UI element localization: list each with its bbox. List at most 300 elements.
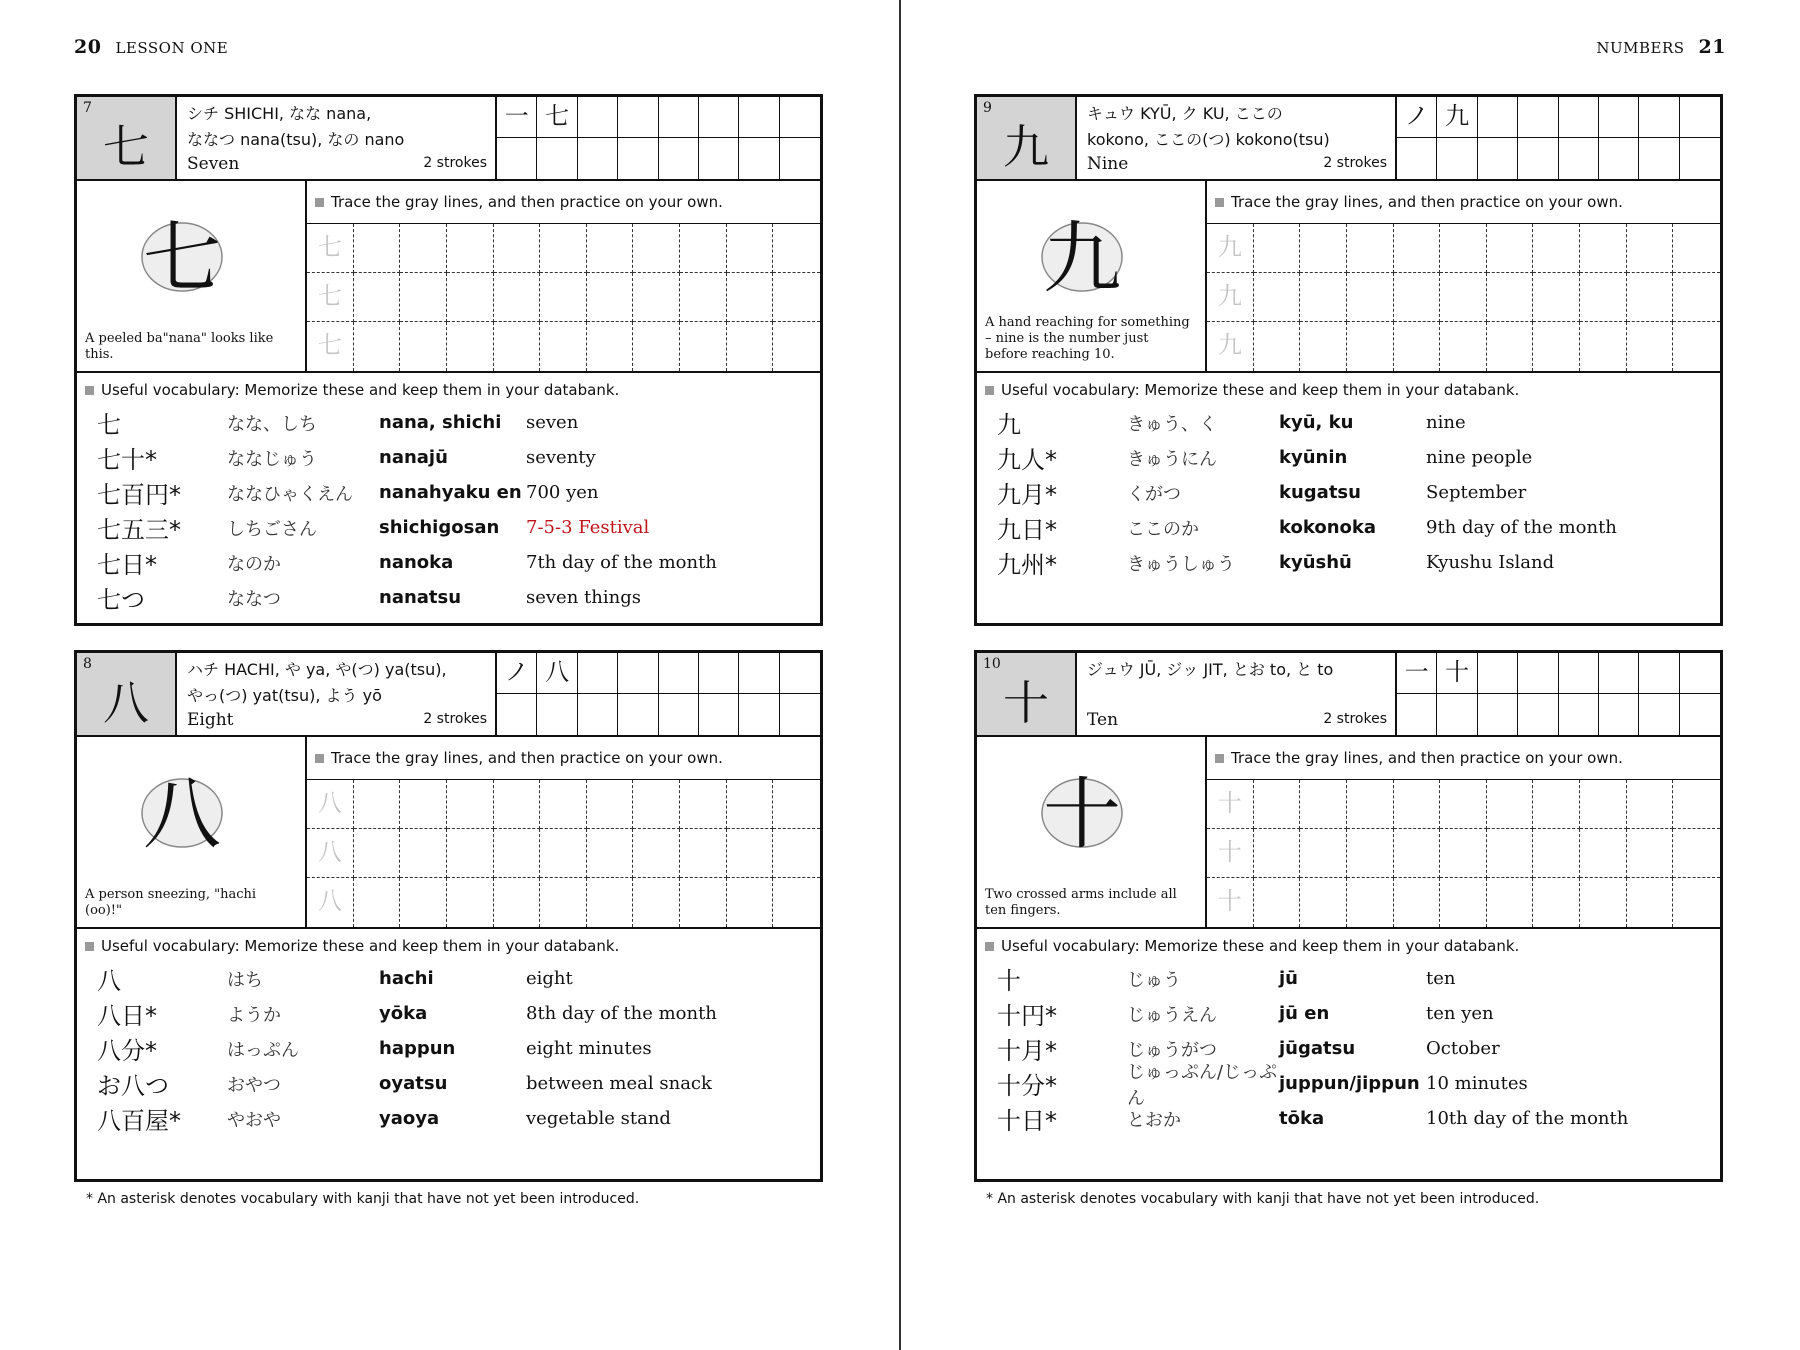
illustration-svg (1017, 755, 1147, 855)
stroke-order-cell[interactable]: 一 (1397, 653, 1437, 694)
trace-cell[interactable] (587, 878, 634, 927)
stroke-order-cell[interactable] (578, 694, 618, 735)
stroke-order-cell[interactable] (1639, 653, 1679, 694)
trace-cell[interactable]: 九 (1207, 322, 1254, 371)
trace-cell[interactable] (1440, 780, 1487, 829)
stroke-order-cell[interactable] (497, 138, 537, 179)
stroke-order-cell[interactable] (1639, 694, 1679, 735)
trace-cell[interactable] (633, 322, 680, 371)
stroke-order-cell[interactable] (618, 97, 658, 138)
kanji-box (77, 653, 177, 735)
vocab-romaji: yōka (379, 1003, 428, 1024)
trace-cell[interactable] (400, 878, 447, 927)
trace-cell[interactable] (680, 273, 727, 322)
trace-cell[interactable] (633, 780, 680, 829)
footnote-right: * An asterisk denotes vocabulary with kanji that have not yet been introduced. (986, 1191, 1540, 1207)
trace-cell[interactable] (1580, 224, 1627, 273)
trace-cell[interactable] (1533, 273, 1580, 322)
vocab-romaji: nanahyaku en (379, 482, 522, 503)
vocab-row (85, 961, 812, 996)
card-practice-area (77, 737, 820, 929)
vocab-kanji: 九月* (997, 481, 1057, 509)
trace-cell[interactable] (1487, 780, 1534, 829)
vocabulary-section (977, 929, 1720, 1142)
vocab-row (985, 1101, 1712, 1136)
readings (1077, 97, 1397, 179)
stroke-order-cell[interactable] (1680, 653, 1720, 694)
stroke-order-cell[interactable] (578, 97, 618, 138)
trace-cell[interactable] (587, 322, 634, 371)
trace-cell[interactable] (727, 224, 774, 273)
trace-cell[interactable] (1533, 829, 1580, 878)
trace-cell[interactable] (680, 829, 727, 878)
vocab-kanji: 十 (997, 967, 1021, 995)
stroke-order-cell[interactable] (780, 138, 820, 179)
stroke-order-cell[interactable] (739, 653, 779, 694)
vocab-row (985, 510, 1712, 545)
trace-cell[interactable]: 七 (307, 273, 354, 322)
stroke-order-cell[interactable] (780, 97, 820, 138)
vocab-kanji: 八分* (97, 1037, 157, 1065)
vocab-romaji: jūgatsu (1279, 1038, 1356, 1059)
stroke-order-cell[interactable]: ノ (1397, 97, 1437, 138)
stroke-order-cell[interactable] (1599, 694, 1639, 735)
mnemonic-caption: A hand reaching for something – nine is the number just before reaching 10. (985, 315, 1190, 362)
card-practice-area (77, 181, 820, 373)
trace-cell[interactable] (447, 780, 494, 829)
vocab-row (985, 545, 1712, 580)
trace-cell[interactable] (447, 273, 494, 322)
trace-cell[interactable] (1440, 878, 1487, 927)
stroke-order-cell[interactable] (1559, 694, 1599, 735)
trace-cell[interactable] (1254, 273, 1301, 322)
trace-cell[interactable] (1347, 780, 1394, 829)
vocab-english: between meal snack (526, 1073, 712, 1094)
stroke-order-cell[interactable]: ノ (497, 653, 537, 694)
trace-instruction (1207, 737, 1720, 780)
stroke-count: 2 strokes (423, 711, 487, 727)
svg-text:九: 九 (1042, 214, 1122, 299)
vocab-kana: なのか (227, 553, 281, 575)
stroke-order-cell[interactable] (659, 653, 699, 694)
trace-cell[interactable] (447, 878, 494, 927)
trace-cell[interactable]: 九 (1207, 224, 1254, 273)
trace-cell[interactable] (400, 780, 447, 829)
stroke-order-cell[interactable] (578, 138, 618, 179)
trace-cell[interactable] (1394, 878, 1441, 927)
trace-cell[interactable] (1673, 780, 1720, 829)
trace-cell[interactable] (1533, 878, 1580, 927)
trace-cell[interactable] (540, 322, 587, 371)
trace-cell[interactable] (680, 224, 727, 273)
stroke-order-cell[interactable] (1680, 138, 1720, 179)
kanji-meaning: Nine (1087, 154, 1129, 174)
vocab-kanji: 十日* (997, 1107, 1057, 1135)
trace-cell[interactable] (1673, 273, 1720, 322)
stroke-order-cell[interactable] (739, 97, 779, 138)
trace-practice (307, 181, 820, 371)
trace-instruction (307, 181, 820, 224)
vocab-row (85, 1031, 812, 1066)
stroke-order-cell[interactable] (1680, 694, 1720, 735)
trace-cell[interactable]: 八 (307, 829, 354, 878)
trace-cell[interactable] (1254, 780, 1301, 829)
trace-cell[interactable] (1440, 829, 1487, 878)
svg-text:八: 八 (142, 770, 222, 855)
trace-cell[interactable]: 七 (307, 224, 354, 273)
trace-cell[interactable] (1580, 322, 1627, 371)
stroke-order-cell[interactable] (1478, 138, 1518, 179)
trace-cell[interactable] (1254, 322, 1301, 371)
mnemonic-caption: Two crossed arms include all ten fingers. (985, 887, 1177, 918)
stroke-order-cell[interactable] (659, 138, 699, 179)
stroke-order-cell[interactable] (699, 97, 739, 138)
trace-cell[interactable] (1254, 224, 1301, 273)
trace-cell[interactable] (494, 829, 541, 878)
trace-cell[interactable] (633, 273, 680, 322)
vocab-kanji: 七日* (97, 551, 157, 579)
stroke-order-cell[interactable] (1639, 138, 1679, 179)
svg-text:十: 十 (1042, 770, 1122, 855)
vocab-romaji: nanoka (379, 552, 454, 573)
vocab-romaji: nana, shichi (379, 412, 502, 433)
stroke-order-cell[interactable] (1559, 97, 1599, 138)
stroke-order-cell[interactable] (1680, 97, 1720, 138)
trace-cell[interactable] (727, 322, 774, 371)
vocab-instruction (985, 381, 1712, 399)
trace-cell[interactable] (727, 829, 774, 878)
trace-cell[interactable] (400, 829, 447, 878)
trace-cell[interactable] (1440, 224, 1487, 273)
stroke-order-cell[interactable]: 八 (537, 653, 577, 694)
kanji-meaning: Eight (187, 710, 234, 730)
trace-grid (1207, 780, 1720, 927)
trace-cell[interactable] (447, 224, 494, 273)
vocab-english: seventy (526, 447, 596, 468)
trace-cell[interactable] (354, 780, 401, 829)
trace-cell[interactable] (1300, 829, 1347, 878)
stroke-order-cell[interactable] (699, 138, 739, 179)
vocab-english: eight minutes (526, 1038, 652, 1059)
vocab-kana: ようか (227, 1004, 281, 1026)
vocab-english: Kyushu Island (1426, 552, 1555, 573)
vocab-instruction-text: Useful vocabulary: Memorize these and keep them in your databank. (101, 937, 620, 955)
trace-cell[interactable] (587, 829, 634, 878)
trace-cell[interactable] (1300, 273, 1347, 322)
vocab-row (85, 440, 812, 475)
trace-cell[interactable] (727, 878, 774, 927)
vocab-english: 7th day of the month (526, 552, 717, 573)
kanji-box (977, 97, 1077, 179)
trace-cell[interactable] (727, 780, 774, 829)
vocab-romaji: happun (379, 1038, 456, 1059)
vocab-english: 700 yen (526, 482, 599, 503)
trace-cell[interactable] (354, 273, 401, 322)
vocab-romaji: kokonoka (1279, 517, 1377, 538)
trace-practice (1207, 181, 1720, 371)
vocab-kanji: 八日* (97, 1002, 157, 1030)
vocab-kanji: 七百円* (97, 481, 181, 509)
trace-cell[interactable] (354, 829, 401, 878)
stroke-order-cell[interactable] (1437, 138, 1477, 179)
trace-cell[interactable] (354, 878, 401, 927)
vocab-row (85, 1101, 812, 1136)
vocab-romaji: kyū, ku (1279, 412, 1354, 433)
trace-cell[interactable] (587, 780, 634, 829)
stroke-order-cell[interactable]: 九 (1437, 97, 1477, 138)
stroke-order-cell[interactable] (780, 694, 820, 735)
trace-cell[interactable] (1673, 878, 1720, 927)
stroke-order-cell[interactable] (1518, 694, 1558, 735)
trace-cell[interactable] (354, 224, 401, 273)
card-header (977, 97, 1720, 181)
trace-cell[interactable] (354, 322, 401, 371)
trace-cell[interactable] (494, 780, 541, 829)
stroke-order-cell[interactable] (497, 694, 537, 735)
trace-cell[interactable] (1254, 878, 1301, 927)
trace-cell[interactable]: 七 (307, 322, 354, 371)
mnemonic-caption: A peeled ba"nana" looks like this. (85, 331, 274, 362)
trace-cell[interactable] (1347, 273, 1394, 322)
stroke-order-cell[interactable] (1599, 97, 1639, 138)
vocabulary-section (77, 929, 820, 1142)
left-page-number: 20 (74, 36, 102, 58)
vocab-kanji: 九 (997, 411, 1021, 439)
trace-cell[interactable] (1394, 224, 1441, 273)
mnemonic-caption: A person sneezing, "hachi (oo)!" (85, 887, 257, 918)
vocab-kanji: 九日* (997, 516, 1057, 544)
trace-cell[interactable] (540, 878, 587, 927)
vocab-english: ten yen (1426, 1003, 1494, 1024)
stroke-order-cell[interactable] (618, 138, 658, 179)
trace-cell[interactable] (447, 829, 494, 878)
vocab-kanji: 九州* (997, 551, 1057, 579)
trace-cell[interactable]: 八 (307, 780, 354, 829)
trace-cell[interactable] (1627, 829, 1674, 878)
mnemonic-glyph (117, 199, 247, 299)
vocab-kanji: 七つ (97, 586, 145, 614)
stroke-order-cell[interactable] (1639, 97, 1679, 138)
vocab-instruction (85, 381, 812, 399)
left-running-head (74, 36, 228, 58)
trace-cell[interactable] (773, 780, 820, 829)
trace-cell[interactable] (1673, 322, 1720, 371)
vocab-kana: くがつ (1127, 483, 1181, 505)
trace-cell[interactable]: 八 (307, 878, 354, 927)
vocab-row (85, 405, 812, 440)
trace-cell[interactable] (540, 780, 587, 829)
trace-cell[interactable] (494, 322, 541, 371)
trace-cell[interactable] (1580, 829, 1627, 878)
trace-cell[interactable] (1627, 273, 1674, 322)
trace-cell[interactable] (773, 829, 820, 878)
stroke-order-cell[interactable] (537, 694, 577, 735)
trace-cell[interactable] (1394, 322, 1441, 371)
trace-cell[interactable] (494, 273, 541, 322)
trace-cell[interactable] (540, 829, 587, 878)
trace-cell[interactable] (1394, 780, 1441, 829)
trace-cell[interactable] (447, 322, 494, 371)
trace-cell[interactable] (1487, 273, 1534, 322)
trace-cell[interactable] (1487, 322, 1534, 371)
vocab-kana: きゅうしゅう (1127, 553, 1235, 575)
stroke-order-cell[interactable] (1478, 653, 1518, 694)
trace-cell[interactable] (680, 878, 727, 927)
vocab-row (85, 996, 812, 1031)
trace-cell[interactable] (680, 780, 727, 829)
trace-cell[interactable] (1673, 829, 1720, 878)
trace-cell[interactable] (1533, 780, 1580, 829)
trace-cell[interactable] (773, 273, 820, 322)
trace-cell[interactable] (1487, 829, 1534, 878)
vocab-kana: きゅう、く (1127, 413, 1217, 435)
stroke-order-cell[interactable]: 一 (497, 97, 537, 138)
stroke-order-cell[interactable] (1599, 653, 1639, 694)
stroke-order-cell[interactable] (1397, 694, 1437, 735)
left-page-title: LESSON ONE (115, 39, 229, 57)
vocab-row (85, 545, 812, 580)
trace-cell[interactable] (773, 878, 820, 927)
reading-line-2: kokono, ここの(つ) kokono(tsu) (1087, 130, 1330, 149)
trace-cell[interactable] (1300, 224, 1347, 273)
trace-cell[interactable] (633, 878, 680, 927)
trace-cell[interactable] (587, 273, 634, 322)
trace-cell[interactable]: 九 (1207, 273, 1254, 322)
kanji-card-9 (974, 94, 1723, 626)
stroke-order-cell[interactable] (739, 138, 779, 179)
vocab-romaji: nanajū (379, 447, 448, 468)
stroke-order-cell[interactable] (780, 653, 820, 694)
trace-cell[interactable] (1300, 780, 1347, 829)
trace-cell[interactable] (1440, 322, 1487, 371)
kanji-card-7 (74, 94, 823, 626)
page-divider (899, 0, 901, 1350)
trace-cell[interactable] (1300, 322, 1347, 371)
stroke-order-cell[interactable] (1478, 97, 1518, 138)
kanji-meaning: Seven (187, 154, 240, 174)
trace-cell[interactable] (587, 224, 634, 273)
trace-cell[interactable]: 十 (1207, 829, 1254, 878)
stroke-order-cell[interactable] (1518, 97, 1558, 138)
stroke-order-cell[interactable] (1599, 138, 1639, 179)
trace-cell[interactable] (1627, 780, 1674, 829)
trace-cell[interactable] (540, 273, 587, 322)
trace-cell[interactable] (400, 322, 447, 371)
vocabulary-section (977, 373, 1720, 586)
trace-cell[interactable] (1580, 780, 1627, 829)
vocab-row (85, 510, 812, 545)
stroke-order-cell[interactable] (1559, 653, 1599, 694)
trace-cell[interactable] (1254, 829, 1301, 878)
trace-cell[interactable] (1627, 322, 1674, 371)
bullet-square-icon (1215, 198, 1224, 207)
card-practice-area (977, 181, 1720, 373)
trace-cell[interactable] (1394, 829, 1441, 878)
stroke-order-cell[interactable] (1559, 138, 1599, 179)
trace-cell[interactable] (1533, 322, 1580, 371)
stroke-order-cell[interactable] (618, 653, 658, 694)
stroke-order-cell[interactable] (1518, 138, 1558, 179)
trace-cell[interactable] (773, 224, 820, 273)
vocab-kanji: お八つ (97, 1072, 169, 1100)
stroke-order-cell[interactable] (537, 138, 577, 179)
mnemonic-illustration (77, 737, 307, 927)
stroke-order-cell[interactable] (1437, 694, 1477, 735)
stroke-order-cell[interactable] (739, 694, 779, 735)
trace-cell[interactable] (773, 322, 820, 371)
trace-cell[interactable] (540, 224, 587, 273)
vocab-row (85, 580, 812, 615)
readings (177, 653, 497, 735)
vocab-kana: はち (227, 969, 263, 991)
trace-cell[interactable] (1673, 224, 1720, 273)
trace-cell[interactable] (1347, 878, 1394, 927)
trace-cell[interactable] (727, 273, 774, 322)
illustration-svg (1017, 199, 1147, 299)
trace-cell[interactable] (400, 224, 447, 273)
trace-cell[interactable] (1627, 224, 1674, 273)
trace-cell[interactable] (400, 273, 447, 322)
bullet-square-icon (985, 942, 994, 951)
trace-cell[interactable] (1300, 878, 1347, 927)
vocab-kanji: 八百屋* (97, 1107, 181, 1135)
trace-cell[interactable] (1394, 273, 1441, 322)
trace-cell[interactable] (633, 224, 680, 273)
trace-cell[interactable] (1347, 829, 1394, 878)
stroke-order-cell[interactable] (618, 694, 658, 735)
trace-cell[interactable] (680, 322, 727, 371)
stroke-order-cell[interactable]: 十 (1437, 653, 1477, 694)
stroke-order-cell[interactable] (659, 97, 699, 138)
trace-cell[interactable] (1580, 273, 1627, 322)
stroke-order-cell[interactable] (699, 694, 739, 735)
vocab-romaji: jū (1279, 968, 1298, 989)
trace-cell[interactable] (1487, 878, 1534, 927)
trace-cell[interactable] (1440, 273, 1487, 322)
kanji-character: 八 (103, 676, 149, 730)
trace-cell[interactable] (1347, 224, 1394, 273)
trace-cell[interactable] (494, 224, 541, 273)
vocab-english: eight (526, 968, 573, 989)
stroke-order-grid (497, 97, 820, 179)
reading-line-2: ななつ nana(tsu), なの nano (187, 130, 405, 149)
stroke-order-cell[interactable] (578, 653, 618, 694)
trace-cell[interactable] (494, 878, 541, 927)
stroke-order-cell[interactable] (1397, 138, 1437, 179)
vocab-instruction-text: Useful vocabulary: Memorize these and keep them in your databank. (1001, 381, 1520, 399)
kanji-number: 8 (83, 656, 92, 672)
stroke-order-cell[interactable] (659, 694, 699, 735)
trace-cell[interactable] (633, 829, 680, 878)
kanji-character: 十 (1003, 676, 1049, 730)
vocab-kanji: 八 (97, 967, 121, 995)
trace-cell[interactable] (1580, 878, 1627, 927)
trace-cell[interactable] (1533, 224, 1580, 273)
vocab-romaji: tōka (1279, 1108, 1325, 1129)
trace-cell[interactable]: 十 (1207, 878, 1254, 927)
trace-cell[interactable] (1627, 878, 1674, 927)
stroke-order-cell[interactable] (699, 653, 739, 694)
stroke-order-cell[interactable]: 七 (537, 97, 577, 138)
trace-cell[interactable] (1487, 224, 1534, 273)
stroke-order-cell[interactable] (1518, 653, 1558, 694)
trace-cell[interactable]: 十 (1207, 780, 1254, 829)
vocab-english: seven (526, 412, 579, 433)
trace-cell[interactable] (1347, 322, 1394, 371)
stroke-order-cell[interactable] (1478, 694, 1518, 735)
readings (177, 97, 497, 179)
vocab-row (985, 440, 1712, 475)
